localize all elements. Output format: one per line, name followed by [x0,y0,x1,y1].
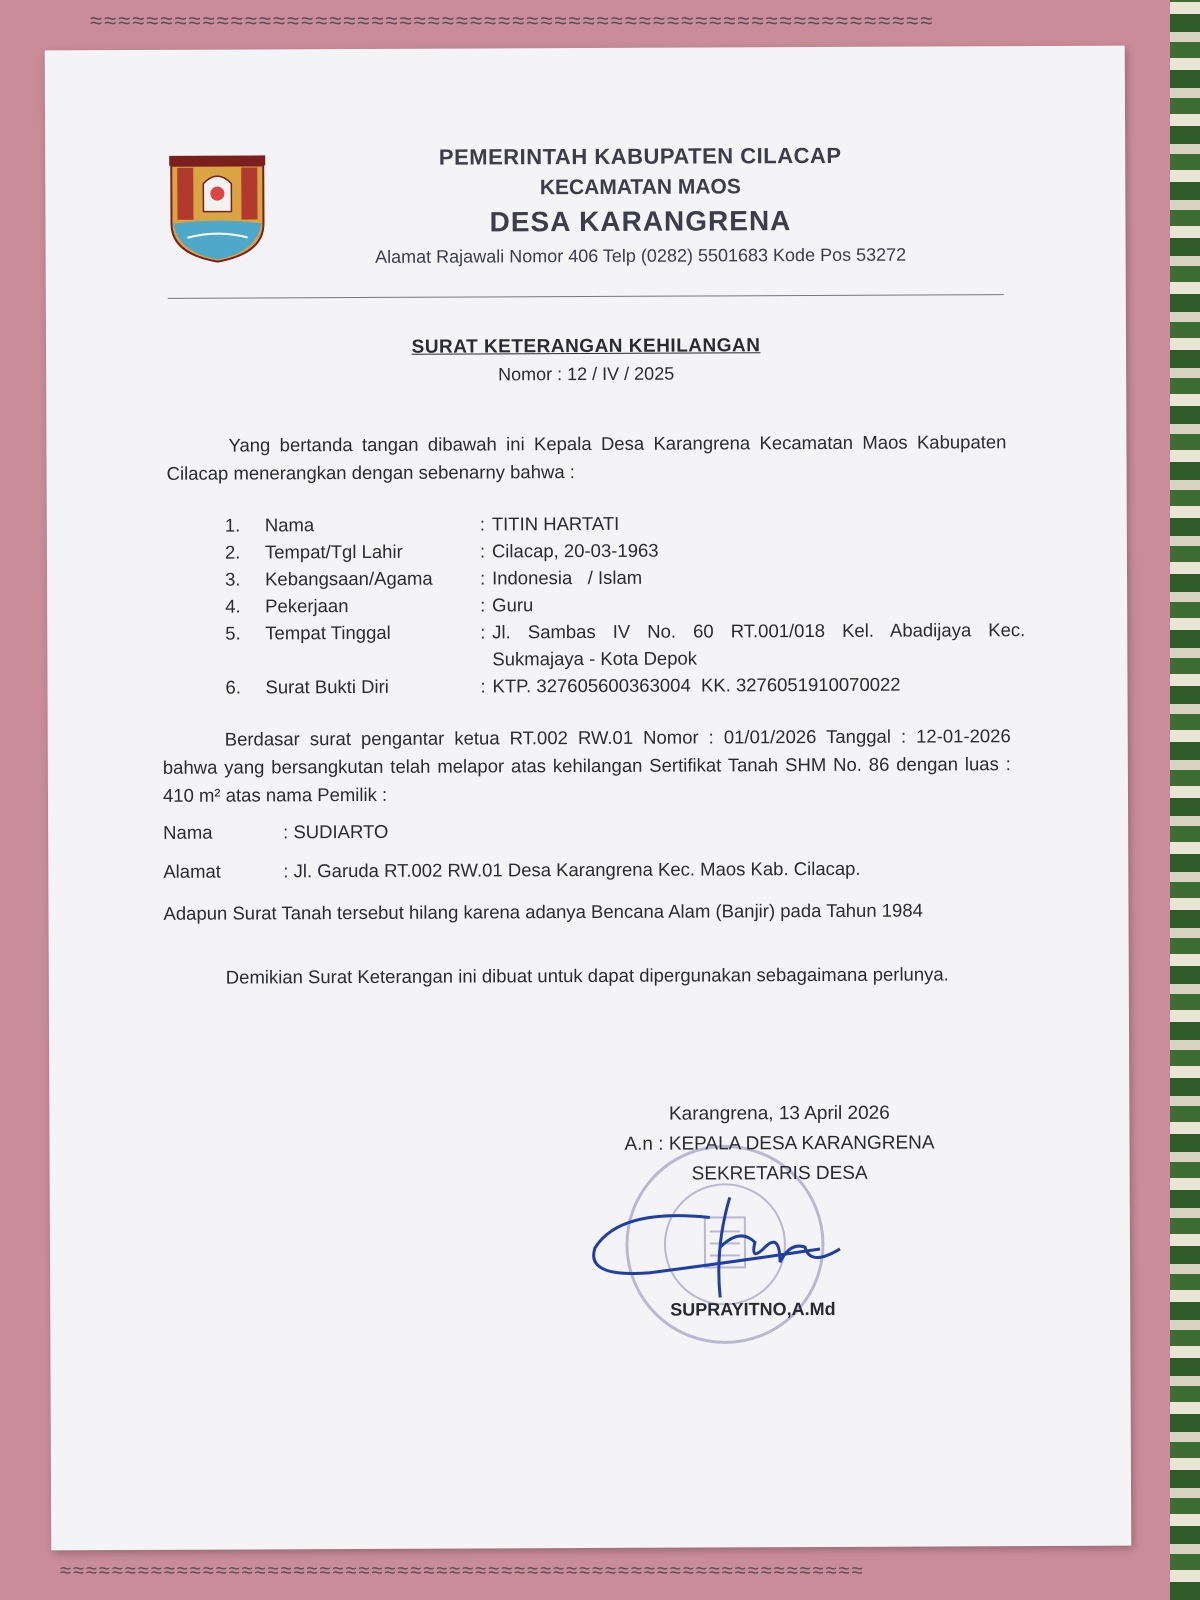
row-number: 4. [225,595,241,617]
row-separator: : [480,594,486,616]
row-number: 2. [224,541,241,563]
letter-heading: SURAT KETERANGAN KEHILANGAN [411,335,761,358]
folder-border-bottom: ≈≈≈≈≈≈≈≈≈≈≈≈≈≈≈≈≈≈≈≈≈≈≈≈≈≈≈≈≈≈≈≈≈≈≈≈≈≈≈≈≈≈≈≈≈≈≈≈≈≈≈≈≈≈≈≈≈≈≈≈≈≈ [60,1560,865,1582]
row-label: Tempat Tinggal [265,621,391,644]
owner-name-label: Nama [163,821,213,843]
row-value: Cilacap, 20-03-1963 [491,539,659,562]
identity-table [225,508,1026,700]
identity-row [225,589,1025,619]
row-value: TITIN HARTATI [491,512,620,535]
owner-address-value: : Jl. Garuda RT.002 RW.01 Desa Karangrena Kec. Maos Kab. Cilacap. [283,857,861,882]
closing-paragraph: Demikian Surat Keterangan ini dibuat untuk dapat dipergunakan sebagaimana perlunya. [225,963,949,988]
background-cloth [1170,0,1200,1600]
letter-title [46,334,1126,388]
place-date: Karangrena, 13 April 2026 [668,1102,890,1125]
row-separator: : [479,567,486,589]
letterhead-village: DESA KARANGRENA [489,205,792,238]
row-value: KTP. 327605600363004 KK. 3276051910070022 [492,673,901,697]
on-behalf: A.n : KEPALA DESA KARANGRENA [624,1132,935,1155]
row-number: 1. [224,514,241,536]
row-label: Nama [264,514,315,536]
signer-name: SUPRAYITNO,A.Md [670,1298,836,1320]
signature-block [569,1098,989,1190]
intro-paragraph: Yang bertanda tangan dibawah ini Kepala Desa Karangrena Kecamatan Maos Kabupaten Cilacap menerangkan dengan sebenarny bahwa : [166,431,1007,484]
row-separator: : [480,675,486,697]
identity-row [225,670,1025,700]
identity-row [225,562,1025,592]
owner-address-row [163,858,860,883]
signer-position: SEKRETARIS DESA [691,1162,868,1185]
row-label: Tempat/Tgl Lahir [264,540,403,563]
row-number: 6. [225,676,241,698]
row-number: 3. [224,568,241,590]
row-label: Surat Bukti Diri [265,675,389,698]
letterhead [275,142,1006,268]
letter-number: Nomor : 12 / IV / 2025 [498,363,675,385]
letterhead-government: PEMERINTAH KABUPATEN CILACAP [438,142,842,170]
loss-reason-paragraph: Adapun Surat Tanah tersebut hilang karena adanya Bencana Alam (Banjir) pada Tahun 1984 [163,899,923,924]
row-separator: : [479,540,486,562]
row-value: Guru [492,594,534,616]
row-label: Pekerjaan [265,595,349,617]
owner-address-label: Alamat [163,860,221,882]
letterhead-district: KECAMATAN MAOS [539,175,741,200]
identity-row [225,535,1025,565]
row-value: Jl. Sambas IV No. 60 RT.001/018 Kel. Abadijaya Kec. Sukmajaya - Kota Depok [492,619,1026,670]
letterhead-address: Alamat Rajawali Nomor 406 Telp (0282) 5501683 Kode Pos 53272 [375,244,907,267]
row-separator: : [480,621,486,643]
owner-name-row [163,821,388,844]
report-paragraph: Berdasar surat pengantar ketua RT.002 RW.01 Nomor : 01/01/2026 Tanggal : 12-01-2026 bahwa yang bersangkutan telah melapor atas kehilangan Sertifikat Tanah SHM No. 86 dengan luas : 410 m² atas nama Pemilik : [162,725,1011,806]
folder-border-top: ≈≈≈≈≈≈≈≈≈≈≈≈≈≈≈≈≈≈≈≈≈≈≈≈≈≈≈≈≈≈≈≈≈≈≈≈≈≈≈≈≈≈≈≈≈≈≈≈≈≈≈≈≈≈≈≈≈≈≈≈ [90,8,935,33]
regency-crest-icon [167,153,267,263]
row-label: Kebangsaan/Agama [264,567,433,590]
owner-name-value: : SUDIARTO [283,820,389,843]
identity-row [225,508,1025,538]
letterhead-divider [168,294,1004,299]
row-value: Indonesia / Islam [491,566,643,589]
row-separator: : [479,513,485,535]
identity-row [225,616,1025,673]
row-number: 5. [225,622,241,644]
letter-page [45,46,1132,1551]
